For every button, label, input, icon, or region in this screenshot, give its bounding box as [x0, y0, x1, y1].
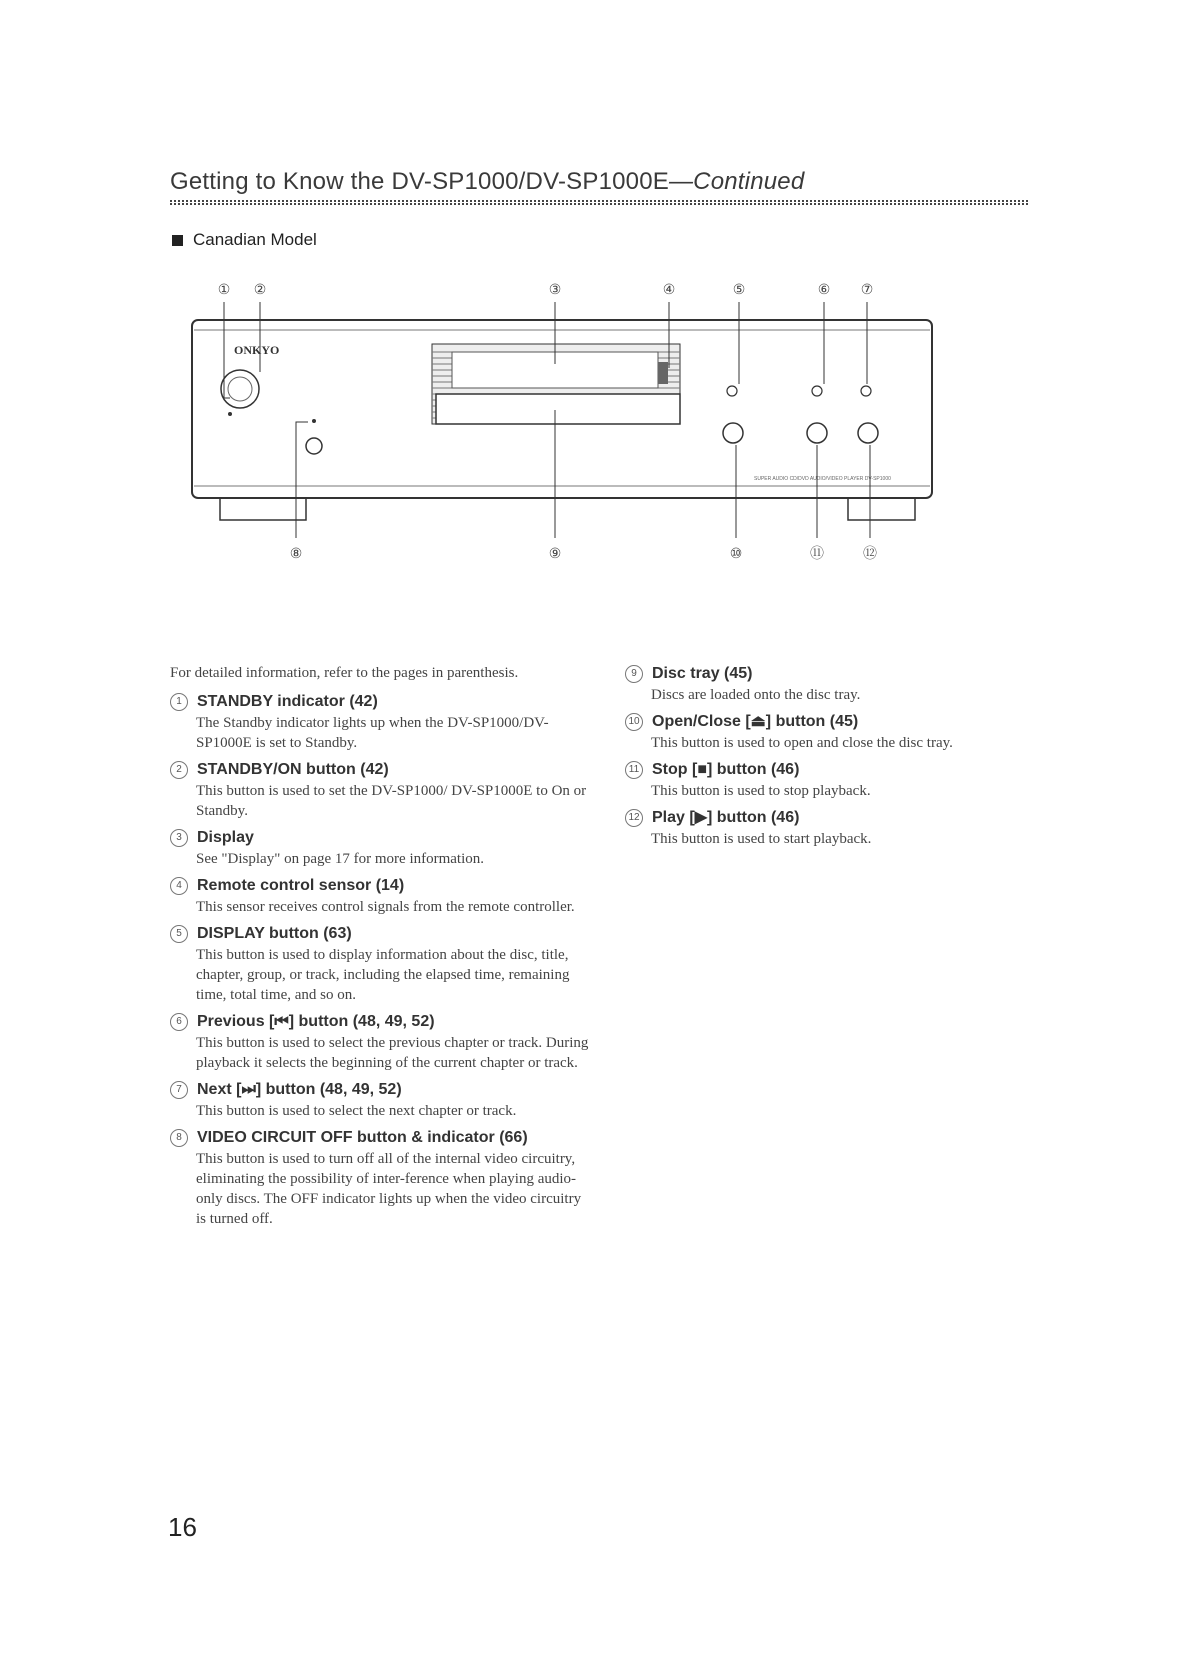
item-number: 9 — [625, 665, 643, 683]
item-title: Open/Close [⏏] button (45) — [652, 713, 859, 730]
list-item — [625, 759, 1045, 801]
item-description: This button is used to turn off all of the internal video circuitry, eliminating the possibility of inter-ference when playing audio-only discs. The OFF indicator lights up when the video circuitry is turned off. — [196, 1151, 582, 1227]
title-divider — [170, 200, 1028, 205]
callout-4: ④ — [662, 281, 676, 297]
list-item — [170, 1011, 590, 1073]
item-number: 4 — [170, 877, 188, 895]
item-description: The Standby indicator lights up when the DV-SP1000/DV-SP1000E is set to Standby. — [196, 715, 549, 751]
item-number: 1 — [170, 693, 188, 711]
item-description: This sensor receives control signals from the remote controller. — [196, 899, 575, 915]
item-description: See "Display" on page 17 for more information. — [196, 851, 485, 867]
intro-text: For detailed information, refer to the pages in parenthesis. — [170, 665, 519, 681]
brand-logo: ONKYO — [234, 343, 280, 357]
page-title — [170, 168, 804, 196]
item-description: This button is used to open and close the disc tray. — [651, 735, 953, 751]
item-number: 10 — [625, 713, 643, 731]
item-title: DISPLAY button (63) — [197, 925, 352, 942]
list-item — [625, 663, 1045, 705]
item-description: This button is used to display information about the disc, title, chapter, group, or track, including the elapsed time, remaining time, total time, and so on. — [196, 947, 570, 1003]
list-item — [170, 1079, 590, 1121]
item-description: This button is used to set the DV-SP1000/ DV-SP1000E to On or Standby. — [196, 783, 587, 819]
left-column — [170, 663, 590, 1235]
callout-1: ① — [217, 281, 231, 297]
item-number: 7 — [170, 1081, 188, 1099]
item-title: Stop [■] button (46) — [652, 761, 800, 778]
item-number: 12 — [625, 809, 643, 827]
list-item — [170, 875, 590, 917]
standby-indicator — [228, 412, 232, 416]
list-item — [170, 691, 590, 753]
display-button — [727, 386, 737, 396]
item-description: This button is used to stop playback. — [651, 783, 871, 799]
list-item — [170, 827, 590, 869]
next-button — [861, 386, 871, 396]
item-title: Previous [⏮] button (48, 49, 52) — [197, 1013, 435, 1030]
device-label: SUPER AUDIO CD/DVD AUDIO/VIDEO PLAYER DV-SP1000 — [754, 476, 891, 482]
list-item — [170, 1127, 590, 1229]
list-item — [625, 807, 1045, 849]
callout-2: ② — [253, 281, 267, 297]
item-title: VIDEO CIRCUIT OFF button & indicator (66) — [197, 1129, 528, 1146]
square-bullet-icon — [172, 235, 183, 246]
stop-button — [807, 423, 827, 443]
list-item — [625, 711, 1045, 753]
callout-8: ⑧ — [289, 545, 303, 561]
callout-6: ⑥ — [817, 281, 831, 297]
page-title-suffix: —Continued — [668, 168, 805, 195]
callout-5: ⑤ — [732, 281, 746, 297]
callout-9: ⑨ — [548, 545, 562, 561]
previous-button — [812, 386, 822, 396]
right-column — [625, 663, 1045, 855]
item-number: 5 — [170, 925, 188, 943]
disc-tray — [436, 394, 680, 424]
item-description: Discs are loaded onto the disc tray. — [651, 687, 861, 703]
callout-12: ⑫ — [863, 545, 877, 561]
list-item — [170, 923, 590, 1005]
page-title-main: Getting to Know the DV-SP1000/DV-SP1000E — [170, 168, 669, 195]
left-foot — [220, 498, 306, 520]
callout-7: ⑦ — [860, 281, 874, 297]
item-title: Display — [197, 829, 254, 846]
item-description: This button is used to start playback. — [651, 831, 872, 847]
page-number: 16 — [168, 1512, 197, 1542]
remote-control-sensor — [658, 362, 668, 384]
item-number: 11 — [625, 761, 643, 779]
item-description: This button is used to select the previous chapter or track. During playback it selects the beginning of the current chapter or track. — [196, 1035, 589, 1071]
item-number: 6 — [170, 1013, 188, 1031]
item-description: This button is used to select the next chapter or track. — [196, 1103, 517, 1119]
item-title: Play [▶] button (46) — [652, 809, 800, 826]
item-title: Disc tray (45) — [652, 665, 753, 682]
device-front-panel-diagram — [180, 268, 980, 598]
item-title: STANDBY/ON button (42) — [197, 761, 389, 778]
list-item — [170, 759, 590, 821]
item-title: Next [⏭] button (48, 49, 52) — [197, 1081, 402, 1098]
item-title: Remote control sensor (14) — [197, 877, 405, 894]
callout-10: ⑩ — [729, 545, 743, 561]
section-title: Canadian Model — [193, 230, 317, 249]
open-close-button — [723, 423, 743, 443]
item-title: STANDBY indicator (42) — [197, 693, 378, 710]
item-number: 3 — [170, 829, 188, 847]
item-number: 8 — [170, 1129, 188, 1147]
video-circuit-off-button — [306, 438, 322, 454]
callout-11: ⑪ — [810, 545, 824, 561]
right-foot — [848, 498, 915, 520]
play-button — [858, 423, 878, 443]
callout-3: ③ — [548, 281, 562, 297]
item-number: 2 — [170, 761, 188, 779]
section-heading — [172, 230, 317, 250]
